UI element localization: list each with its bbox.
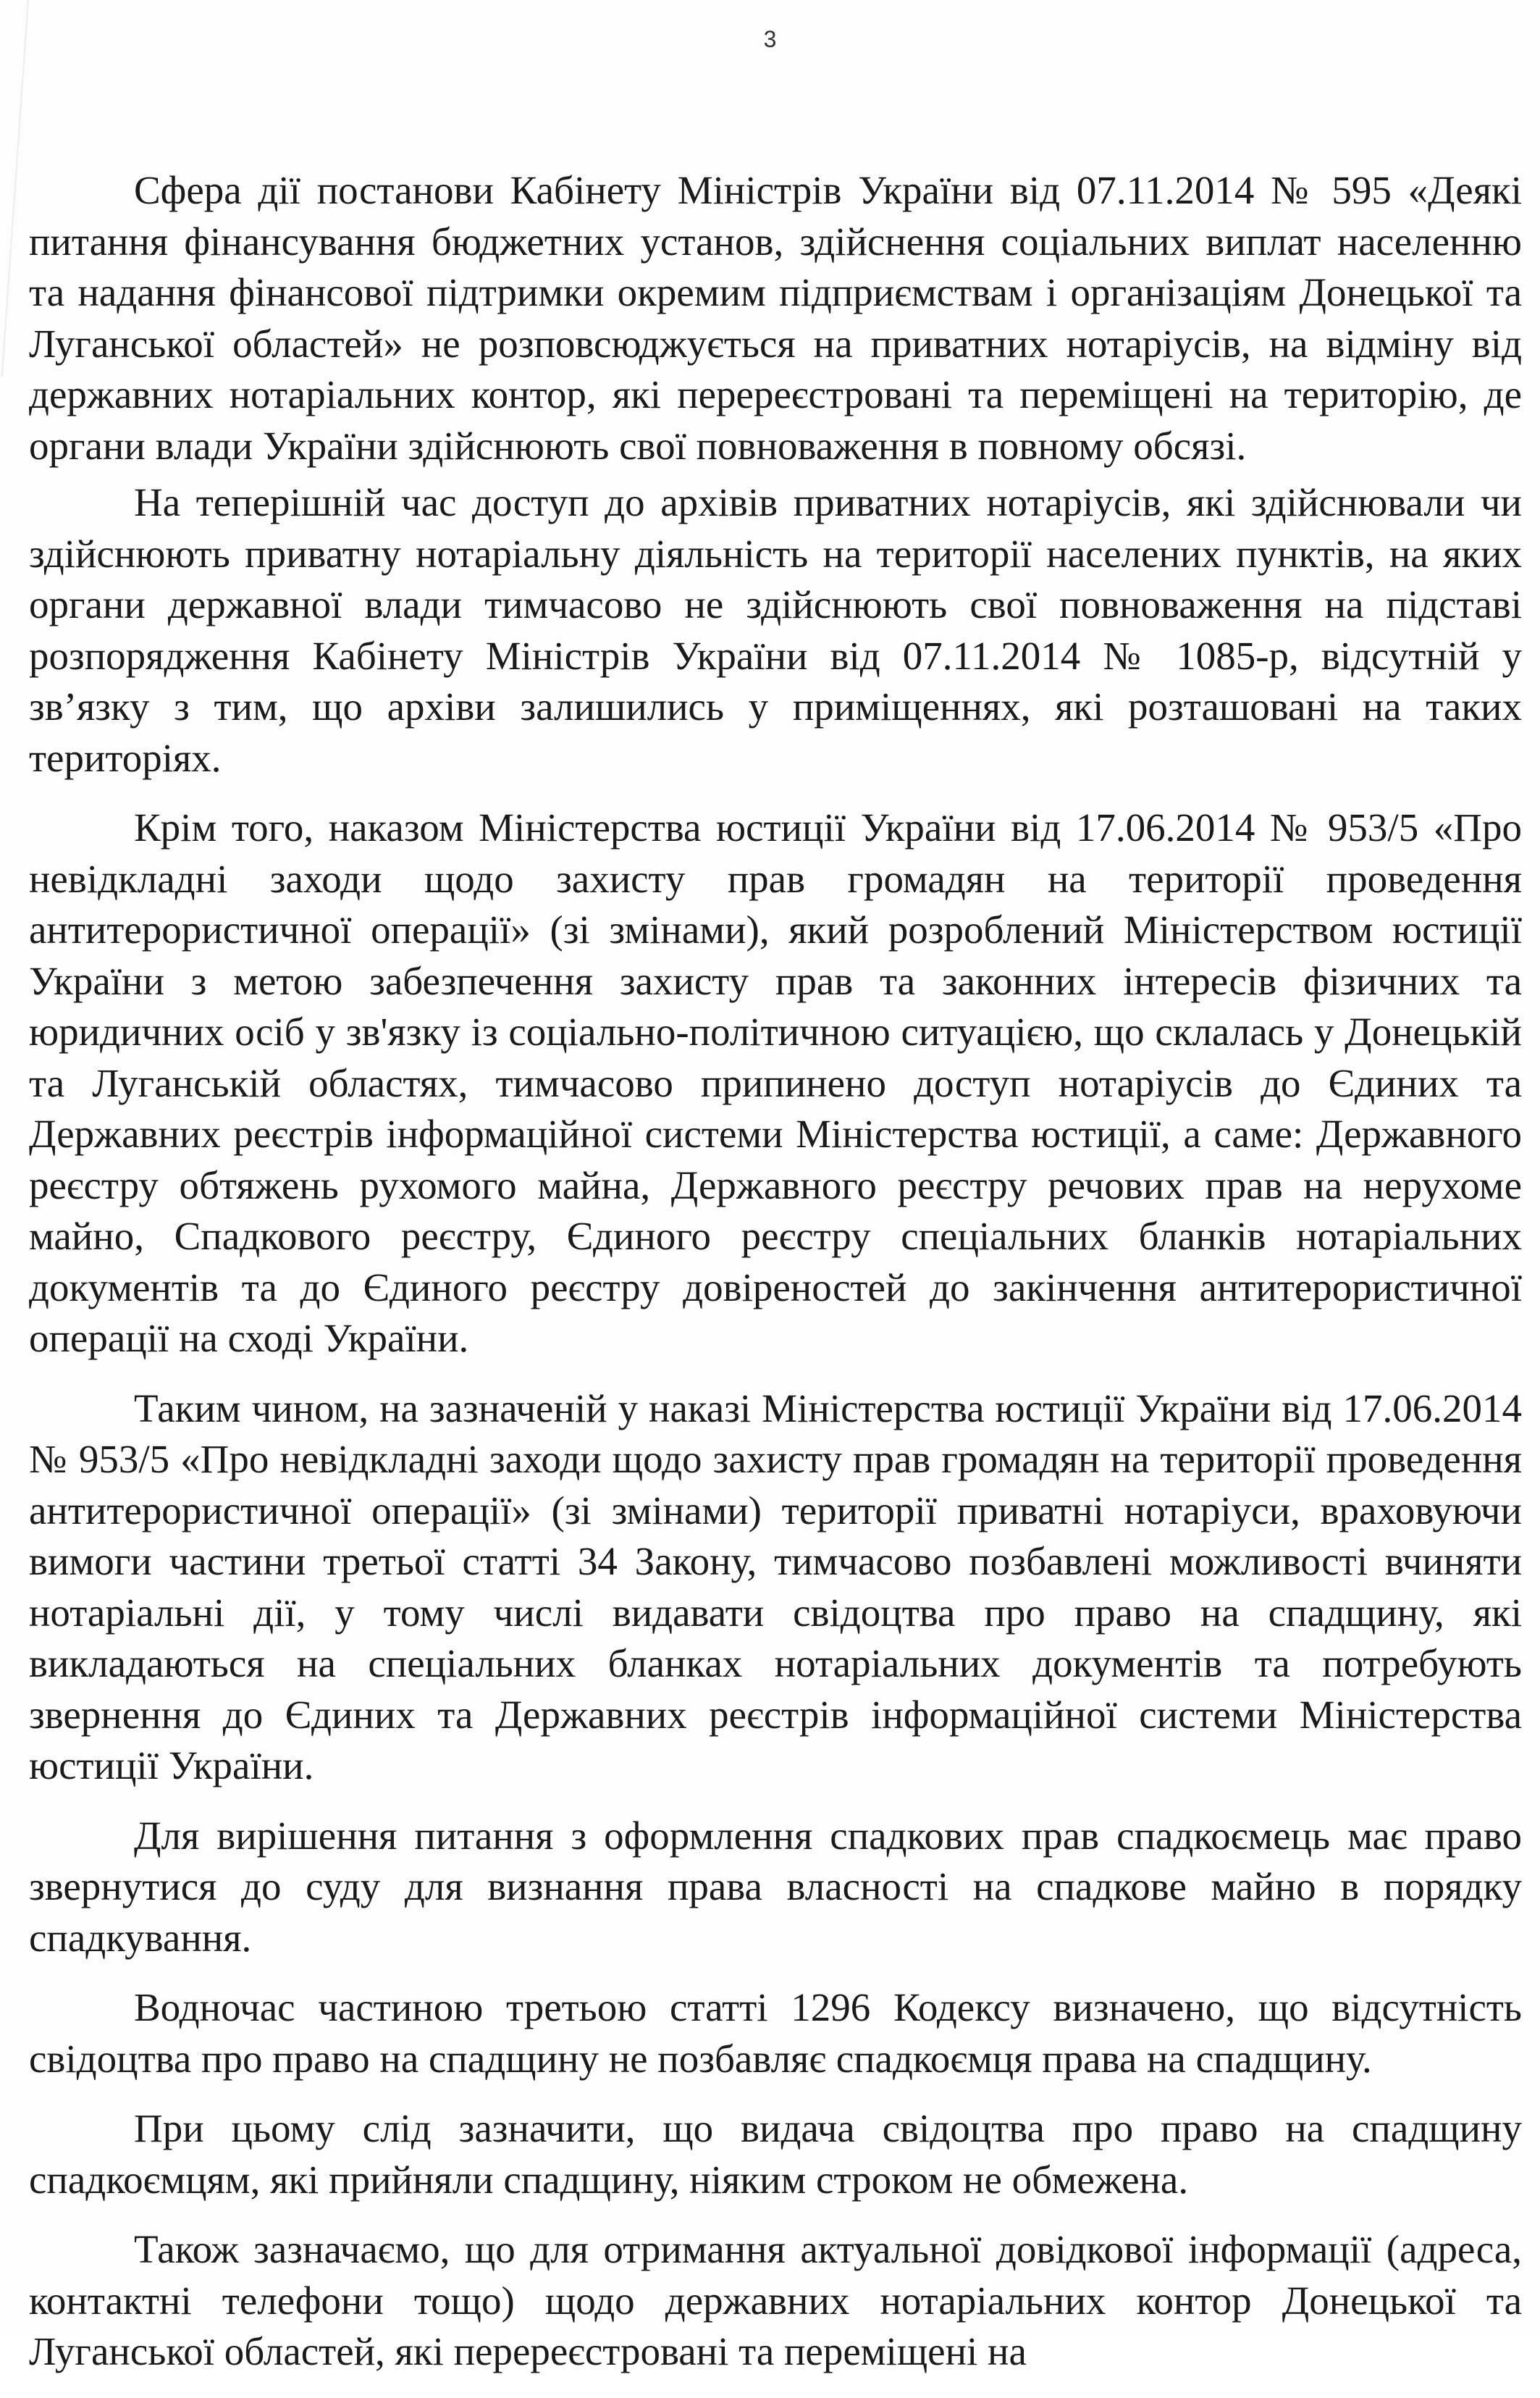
paragraph-notaries-restrictions: Таким чином, на зазначеній у наказі Міністерства юстиції України від 17.06.2014 № 953/5 «Про невідкладні заходи щодо захисту прав громадян на території проведення антитерористичної операції» (зі змінами) території приватні нотаріуси, враховуючи вимоги частини третьої статті 34 Закону, тимчасово позбавлені можливості вчиняти нотаріальні дії, у тому числі видавати свідоцтва про право на спадщину, які викладаються на спеціальних бланках нотаріальних документів та потребують звернення до Єдиних та Державних реєстрів інформаційної системи Міністерства юстиції України. <box>29 1385 1522 1787</box>
paragraph-certificate-no-deadline: При цьому слід зазначити, що видача свідоцтва про право на спадщину спадкоємцям, які прийняли спадщину, ніяким строком не обмежена. <box>29 2106 1522 2202</box>
scan-edge-shadow <box>0 0 29 377</box>
paragraph-justice-ministry-order: Крім того, наказом Міністерства юстиції України від 17.06.2014 № 953/5 «Про невідкладні заходи щодо захисту прав громадян на території проведення антитерористичної операції» (зі змінами), який розроблений Міністерством юстиції України з метою забезпечення захисту прав та законних інтересів фізичних та юридичних осіб у зв'язку із соціально-політичною ситуацією, що склалась у Донецькій та Луганській областях, тимчасово припинено доступ нотаріусів до Єдиних та Державних реєстрів інформаційної системи Міністерства юстиції, а саме: Державного реєстру обтяжень рухомого майна, Державного реєстру речових прав на нерухоме майно, Спадкового реєстру, Єдиного реєстру спеціальних бланків нотаріальних документів та до Єдиного реєстру довіреностей до закінчення антитерористичної операції на сході України. <box>29 805 1522 1360</box>
document-body <box>29 165 1522 2398</box>
page-number: 3 <box>763 26 777 52</box>
paragraph-archive-access: На теперішній час доступ до архівів приватних нотаріусів, які здійснювали чи здійснюють приватну нотаріальну діяльність на території населених пунктів, на яких органи державної влади тимчасово не здійснюють свої повноваження на підставі розпорядження Кабінету Міністрів України від 07.11.2014 № 1085-р, відсутній у зв’язку з тим, що архіви залишились у приміщеннях, які розташовані на таких територіях. <box>29 480 1522 780</box>
paragraph-court-option: Для вирішення питання з оформлення спадкових прав спадкоємець має право звернутися до суду для визнання права власності на спадкове майно в порядку спадкування. <box>29 1813 1522 1960</box>
paragraph-cabinet-resolution-scope: Сфера дії постанови Кабінету Міністрів України від 07.11.2014 № 595 «Деякі питання фінансування бюджетних установ, здійснення соціальних виплат населенню та надання фінансової підтримки окремим підприємствам і організаціям Донецької та Луганської областей» не розповсюджується на приватних нотаріусів, на відміну від державних нотаріальних контор, які перереєстровані та переміщені на територію, де органи влади України здійснюють свої повноваження в повному обсязі. <box>29 168 1522 468</box>
paragraph-reference-information: Також зазначаємо, що для отримання актуальної довідкової інформації (адреса, контактні телефони тощо) щодо державних нотаріальних контор Донецької та Луганської областей, які перереєстровані та переміщені на <box>29 2227 1522 2373</box>
paragraph-code-article-1296: Водночас частиною третьою статті 1296 Кодексу визначено, що відсутність свідоцтва про право на спадщину не позбавляє спадкоємця права на спадщину. <box>29 1985 1522 2081</box>
